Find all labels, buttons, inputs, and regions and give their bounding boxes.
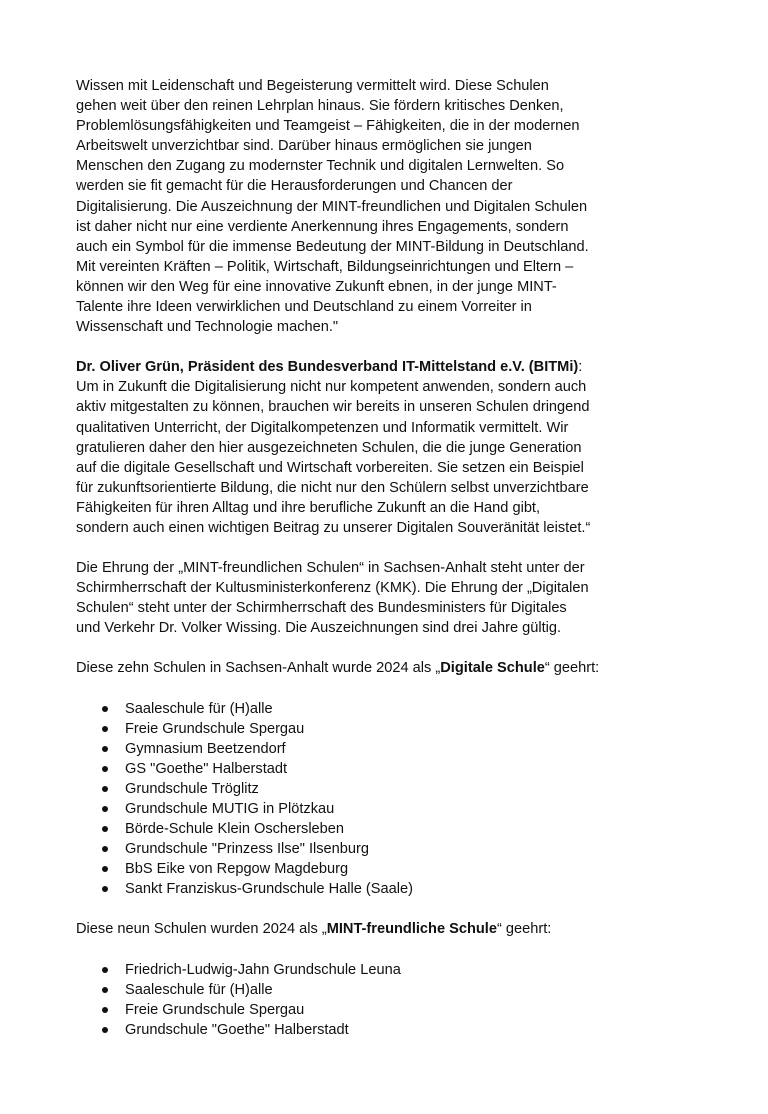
list-item <box>76 859 716 879</box>
mint-schools-list <box>76 960 716 1040</box>
heading-line <box>76 658 716 678</box>
quote-speaker: Dr. Oliver Grün, Präsident des Bundesverband IT-Mittelstand e.V. (BITMi) <box>76 359 579 376</box>
list-item <box>76 839 716 859</box>
school-name: Grundschule MUTIG in Plötzkau <box>125 801 335 817</box>
text-line: Talente ihre Ideen verwirklichen und Deutschland zu einem Vorreiter in <box>76 299 532 316</box>
bullet-icon <box>102 886 108 892</box>
text-line: Schulen“ steht unter der Schirmherrschaft des Bundesministers für Digitales <box>76 600 567 617</box>
text-line: für zukunftsorientierte Bildung, die nicht nur den Schülern selbst unverzichtbare <box>76 479 589 496</box>
heading-line <box>76 919 716 939</box>
quote-paragraph <box>76 357 716 538</box>
bullet-icon <box>102 786 108 792</box>
paragraph-spacer <box>76 538 716 558</box>
text-line: Menschen den Zugang zu modernster Technik und digitalen Lernwelten. So <box>76 158 565 175</box>
text-line: Wissenschaft und Technologie machen." <box>76 319 339 336</box>
paragraph-spacer <box>76 638 716 658</box>
list-item <box>76 819 716 839</box>
text-line: Digitalisierung. Die Auszeichnung der MINT-freundlichen und Digitalen Schulen <box>76 198 588 215</box>
text-line: und Verkehr Dr. Volker Wissing. Die Auszeichnungen sind drei Jahre gültig. <box>76 620 562 637</box>
bullet-icon <box>102 766 108 772</box>
text-line: Um in Zukunft die Digitalisierung nicht nur kompetent anwenden, sondern auch <box>76 379 587 396</box>
school-name: Grundschule "Prinzess Ilse" Ilsenburg <box>125 841 369 858</box>
school-name: Saaleschule für (H)alle <box>125 700 273 717</box>
paragraph-spacer <box>76 337 716 357</box>
school-name: Saaleschule für (H)alle <box>125 981 273 998</box>
heading-prefix: Diese zehn Schulen in Sachsen-Anhalt wurde 2024 als „ <box>76 660 441 677</box>
school-name: GS "Goethe" Halberstadt <box>125 760 288 777</box>
text-line: Wissen mit Leidenschaft und Begeisterung vermittelt wird. Diese Schulen <box>76 78 549 94</box>
bullet-icon <box>102 866 108 872</box>
quote-speaker-suffix: : <box>578 359 583 376</box>
text-line: Problemlösungsfähigkeiten und Teamgeist – Fähigkeiten, die in der modernen <box>76 118 580 135</box>
heading-prefix: Diese neun Schulen wurden 2024 als „ <box>76 921 327 938</box>
text-line: auf die digitale Gesellschaft und Wirtschaft vorbereiten. Sie setzen ein Beispiel <box>76 459 584 476</box>
school-name: Freie Grundschule Spergau <box>125 720 305 737</box>
text-line: aktiv mitgestalten zu können, brauchen wir bereits in unseren Schulen dringend <box>76 399 590 416</box>
mint-schools-heading <box>76 919 716 939</box>
document-page <box>76 76 716 1040</box>
list-item <box>76 739 716 759</box>
list-item <box>76 879 716 899</box>
bullet-icon <box>102 987 108 993</box>
school-name: Freie Grundschule Spergau <box>125 1001 305 1018</box>
patronage-paragraph <box>76 558 716 638</box>
text-line: Die Ehrung der „MINT-freundlichen Schulen“ in Sachsen-Anhalt steht unter der <box>76 560 585 577</box>
text-line: Mit vereinten Kräften – Politik, Wirtschaft, Bildungseinrichtungen und Eltern – <box>76 258 574 275</box>
heading-bold-term: MINT-freundliche Schule <box>326 921 497 938</box>
school-name: Grundschule Tröglitz <box>125 780 259 797</box>
digital-schools-list <box>76 699 716 900</box>
paragraph-spacer <box>76 940 716 960</box>
text-line: Arbeitswelt unverzichtbar sind. Darüber hinaus ermöglichen sie jungen <box>76 138 532 155</box>
paragraph-spacer <box>76 679 716 699</box>
list-item <box>76 759 716 779</box>
paragraph-spacer <box>76 899 716 919</box>
text-line: Fähigkeiten für ihren Alltag und ihre berufliche Zukunft an die Hand gibt, <box>76 499 541 516</box>
text-line: gratulieren daher den hier ausgezeichneten Schulen, die die junge Generation <box>76 439 582 456</box>
list-item <box>76 1020 716 1040</box>
quote-speaker-line <box>76 357 716 377</box>
school-name: BbS Eike von Repgow Magdeburg <box>125 861 349 878</box>
bullet-icon <box>102 967 108 973</box>
text-line: Schirmherrschaft der Kultusministerkonferenz (KMK). Die Ehrung der „Digitalen <box>76 580 589 597</box>
list-item <box>76 980 716 1000</box>
school-name: Börde-Schule Klein Oschersleben <box>125 821 345 838</box>
text-line: ist daher nicht nur eine verdiente Anerkennung ihres Engagements, sondern <box>76 218 569 235</box>
text-line: werden sie fit gemacht für die Herausforderungen und Chancen der <box>76 178 513 195</box>
text-line: auch ein Symbol für die immense Bedeutung der MINT-Bildung in Deutschland. <box>76 238 589 255</box>
list-item <box>76 699 716 719</box>
text-line: können wir den Weg für eine innovative Zukunft ebnen, in der junge MINT- <box>76 278 557 295</box>
bullet-icon <box>102 1007 108 1013</box>
bullet-icon <box>102 746 108 752</box>
bullet-icon <box>102 726 108 732</box>
text-line: gehen weit über den reinen Lehrplan hinaus. Sie fördern kritisches Denken, <box>76 98 564 115</box>
heading-suffix: “ geehrt: <box>544 660 600 677</box>
digital-schools-heading <box>76 658 716 678</box>
heading-suffix: “ geehrt: <box>496 921 552 938</box>
bullet-icon <box>102 1027 108 1033</box>
bullet-icon <box>102 806 108 812</box>
school-name: Gymnasium Beetzendorf <box>125 740 286 757</box>
bullet-icon <box>102 706 108 712</box>
list-item <box>76 799 716 819</box>
text-line: qualitativen Unterricht, der Digitalkompetenzen und Informatik vermittelt. Wir <box>76 419 569 436</box>
bullet-icon <box>102 846 108 852</box>
school-name: Grundschule "Goethe" Halberstadt <box>125 1021 349 1038</box>
intro-paragraph <box>76 76 716 337</box>
school-name: Friedrich-Ludwig-Jahn Grundschule Leuna <box>125 961 401 978</box>
list-item <box>76 719 716 739</box>
school-name: Sankt Franziskus-Grundschule Halle (Saale) <box>125 881 413 898</box>
list-item <box>76 1000 716 1020</box>
list-item <box>76 960 716 980</box>
list-item <box>76 779 716 799</box>
heading-bold-term: Digitale Schule <box>440 660 545 677</box>
text-line: sondern auch einen wichtigen Beitrag zu unserer Digitalen Souveränität leistet.“ <box>76 519 591 536</box>
bullet-icon <box>102 826 108 832</box>
